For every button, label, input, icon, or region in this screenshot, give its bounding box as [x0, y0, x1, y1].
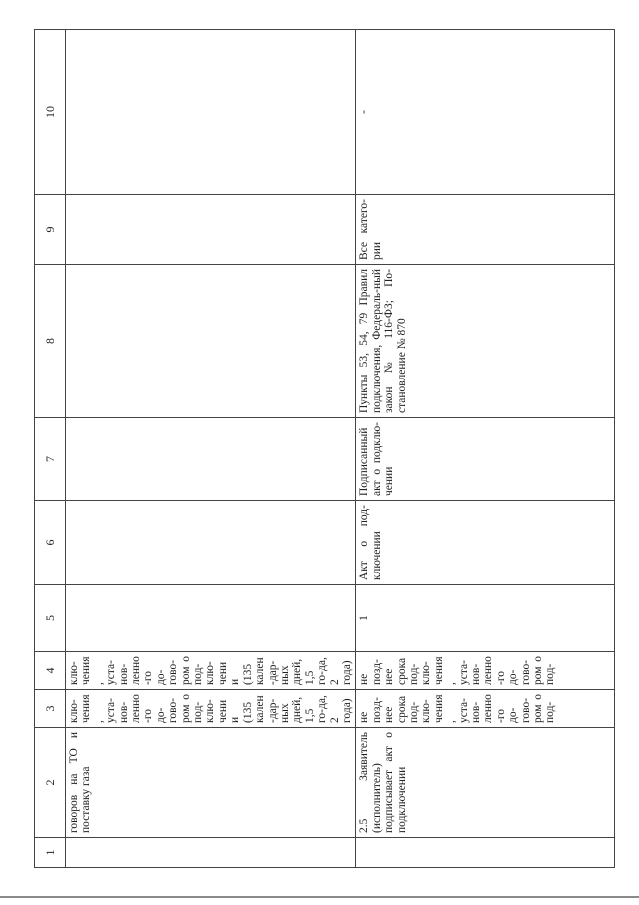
cell-deadline: не позд-нее срока под-клю-чения, уста-нов-ленно-го до-гово-ром о под- [356, 652, 615, 690]
column-number: 4 [35, 652, 66, 690]
cell-note: - [356, 30, 615, 195]
cell-stage: говоров на ТО и поставку газа [66, 728, 356, 838]
cell-result: Подписанный акт о подклю-чении [356, 418, 615, 501]
column-number: 5 [35, 585, 66, 652]
cell-result [66, 418, 356, 501]
column-number: 3 [35, 690, 66, 728]
cell-category [66, 195, 356, 265]
column-number-row [35, 30, 66, 868]
rotated-table-wrapper [34, 30, 615, 868]
cell-deadline: клю-чения, уста-нов-ленно-го до-гово-ром о под-клю-чении (135 кален-дар-ных дней, 1,5 го-да, 2 года) [66, 690, 356, 728]
table-row [356, 30, 615, 868]
column-number: 2 [35, 728, 66, 838]
cell-deadline: клю-чения, уста-нов-ленно-го до-гово-ром о под-клю-чении (135 кален-дар-ных дней, 1,5 го-да, 2 года) [66, 652, 356, 690]
column-number: 6 [35, 501, 66, 585]
cell-document: Акт о под-ключении [356, 501, 615, 585]
cell-document [66, 501, 356, 585]
column-number: 1 [35, 838, 66, 868]
cell-stage: 2.5 Заявитель (исполнитель) подписывает акт о подключении [356, 728, 615, 838]
cell-category: Все катего-рии [356, 195, 615, 265]
column-number: 9 [35, 195, 66, 265]
cell-legal-basis: Пункты 53, 54, 79 Правил подключения, Федераль-ный закон № 116-ФЗ; По-становление № 870 [356, 265, 615, 418]
cell-deadline: не позд-нее срока под-клю-чения, уста-нов-ленно-го до-гово-ром о под- [356, 690, 615, 728]
cell-legal-basis [66, 265, 356, 418]
regulation-table [34, 29, 615, 868]
scan-edge-line [0, 896, 639, 898]
column-number: 10 [35, 30, 66, 195]
cell-number [356, 838, 615, 868]
cell-note [66, 30, 356, 195]
column-number: 7 [35, 418, 66, 501]
column-number: 8 [35, 265, 66, 418]
table-row [66, 30, 356, 868]
cell-number [66, 838, 356, 868]
cell-count: 1 [356, 585, 615, 652]
cell-count [66, 585, 356, 652]
